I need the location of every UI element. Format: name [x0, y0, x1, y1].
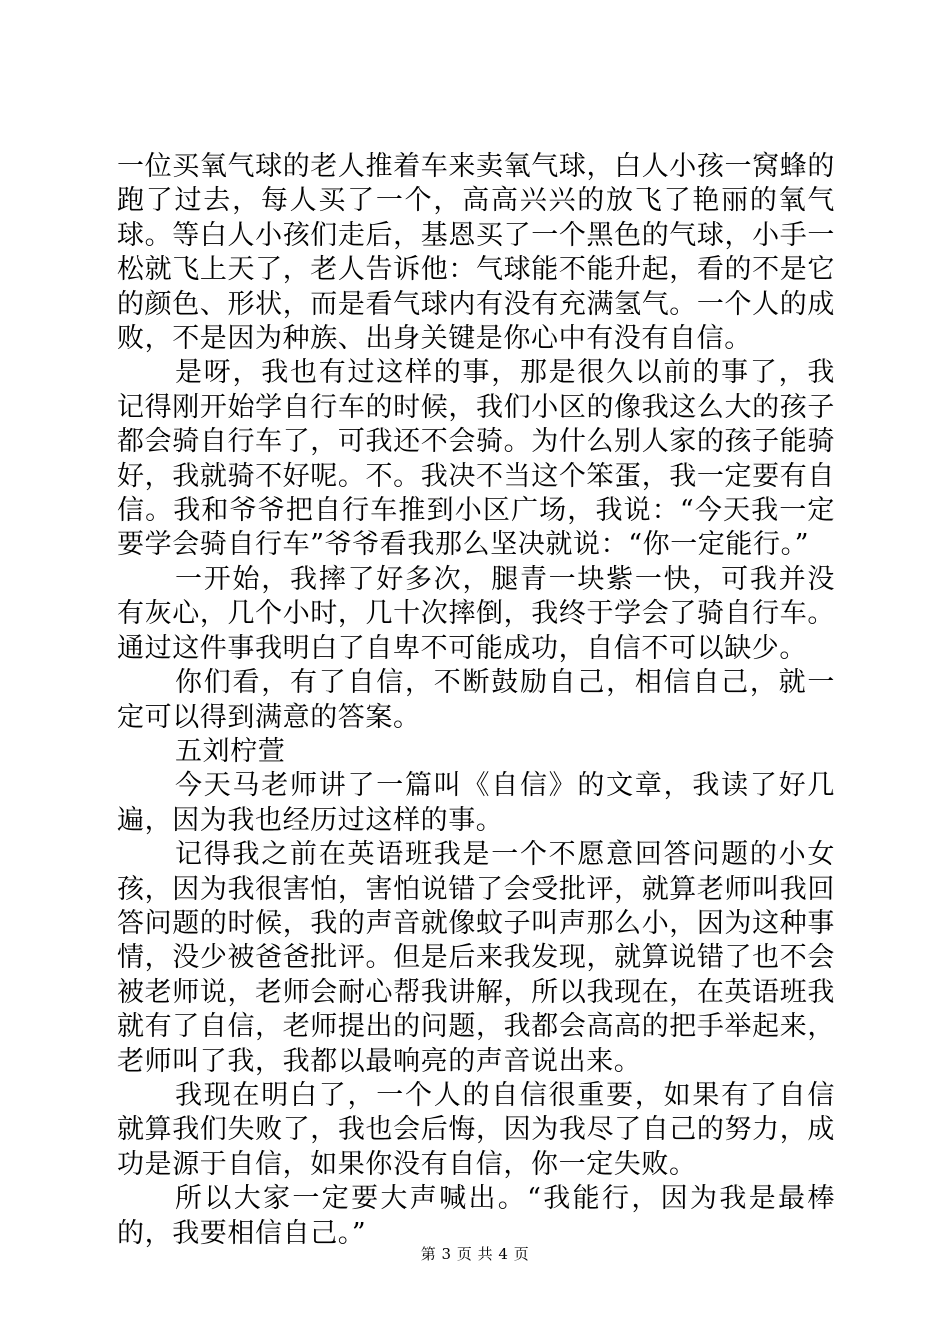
- page-number-footer: 第 3 页 共 4 页: [420, 1245, 530, 1263]
- paragraph: 我现在明白了，一个人的自信很重要，如果有了自信就算我们失败了，我也会后悔，因为我尽了自己的努力，成功是源于自信，如果你没有自信，你一定失败。: [117, 1079, 835, 1180]
- paragraph: 记得我之前在英语班我是一个不愿意回答问题的小女孩，因为我很害怕，害怕说错了会受批评，就算老师叫我回答问题的时候，我的声音就像蚊子叫声那么小，因为这种事情，没少被爸爸批评。但是后来我发现，就算说错了也不会被老师说，老师会耐心帮我讲解，所以我现在，在英语班我就有了自信，老师提出的问题，我都会高高的把手举起来，老师叫了我，我都以最响亮的声音说出来。: [117, 839, 835, 1077]
- document-body: [117, 150, 835, 1251]
- paragraph: 今天马老师讲了一篇叫《自信》的文章，我读了好几遍，因为我也经历过这样的事。: [117, 770, 835, 836]
- paragraph: 所以大家一定要大声喊出。“我能行，因为我是最棒的，我要相信自己。”: [117, 1183, 835, 1249]
- paragraph: 是呀，我也有过这样的事，那是很久以前的事了，我记得刚开始学自行车的时候，我们小区的像我这么大的孩子都会骑自行车了，可我还不会骑。为什么别人家的孩子能骑好，我就骑不好呢。不。我决不当这个笨蛋，我一定要有自信。我和爷爷把自行车推到小区广场，我说：“今天我一定要学会骑自行车”爷爷看我那么坚决就说：“你一定能行。”: [117, 357, 835, 561]
- paragraph: 一开始，我摔了好多次，腿青一块紫一快，可我并没有灰心，几个小时，几十次摔倒，我终于学会了骑自行车。通过这件事我明白了自卑不可能成功，自信不可以缺少。: [117, 563, 835, 664]
- paragraph: 一位买氧气球的老人推着车来卖氧气球，白人小孩一窝蜂的跑了过去，每人买了一个，高高兴兴的放飞了艳丽的氧气球。等白人小孩们走后，基恩买了一个黑色的气球，小手一松就飞上天了，老人告诉他：气球能不能升起，看的不是它的颜色、形状，而是看气球内有没有充满氢气。一个人的成败，不是因为种族、出身关键是你心中有没有自信。: [117, 151, 835, 355]
- paragraph: 你们看，有了自信，不断鼓励自己，相信自己，就一定可以得到满意的答案。: [117, 667, 835, 733]
- author-line: 五刘柠萱: [175, 735, 286, 767]
